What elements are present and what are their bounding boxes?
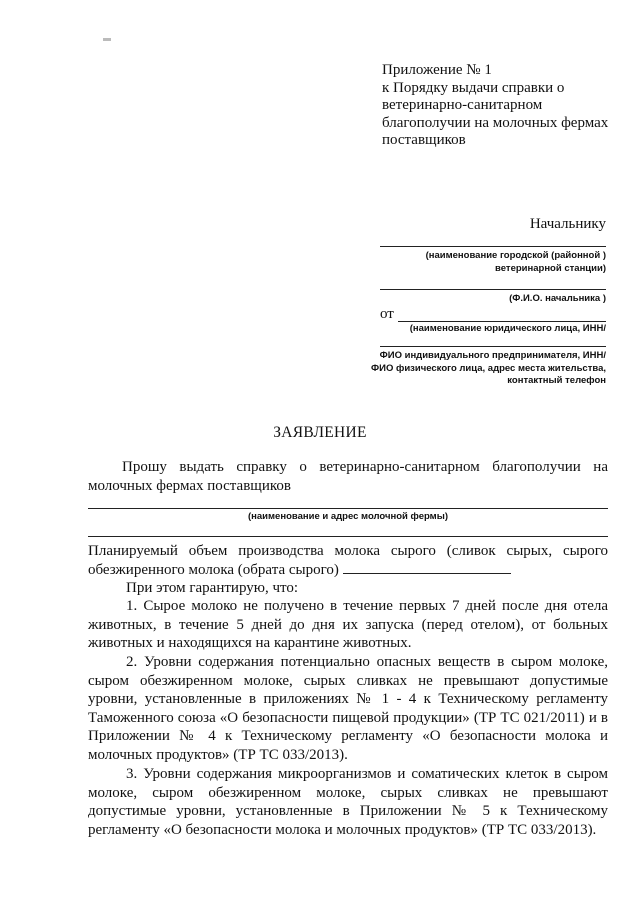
volume-text: Планируемый объем производства молока сырого (сливок сырых, сырого обезжиренного молока (обрата сырого) — [88, 543, 608, 578]
person-note-line-1: ФИО индивидуального предпринимателя, ИНН/ — [379, 350, 606, 361]
farm-note: (наименование и адрес молочной фермы) — [248, 511, 448, 522]
addressee-label: Начальнику — [529, 216, 606, 232]
station-note-line-1: (наименование городской (районной ) — [425, 250, 606, 261]
farm-line — [88, 508, 608, 509]
scan-mark — [103, 38, 111, 41]
station-note — [380, 250, 606, 275]
station-name-line — [380, 246, 606, 247]
person-line — [380, 346, 606, 347]
entity-name-line — [398, 321, 606, 322]
entity-note: (наименование юридического лица, ИНН/ — [409, 323, 606, 334]
appendix-line: к Порядку выдачи справки о — [382, 79, 565, 96]
person-note-line-3: контактный телефон — [507, 375, 606, 386]
document-title: ЗАЯВЛЕНИЕ — [273, 424, 367, 441]
appendix-line: поставщиков — [382, 132, 466, 148]
head-note: (Ф.И.О. начальника ) — [509, 293, 606, 304]
guarantee-intro: При этом гарантирую, что: — [126, 580, 299, 596]
guarantee-item-2: 2. Уровни содержания потенциально опасных веществ в сыром молоке, сыром обезжиренном молоке, сырых сливках не превышают допустимые уровни, установленные в приложениях № 1 - 4 к Техническому регламенту Таможенного союза «О безопасности пищевой продукции» (ТР ТС 021/2011) и в Приложении № 4 к Техническому регламенту «О безопасности молока и молочных продуктов» (ТР ТС 033/2013). — [88, 654, 608, 763]
farm-line-2 — [88, 536, 608, 537]
appendix-line: благополучии на молочных фермах — [382, 114, 609, 131]
volume-fill-line — [343, 561, 511, 574]
head-name-line — [380, 289, 606, 290]
appendix-header — [382, 62, 622, 150]
volume-paragraph — [88, 542, 608, 579]
guarantee-item-1: 1. Сырое молоко не получено в течение первых 7 дней после дня отела животных, в течение 5 дней до дня их запуска (перед отелом), от больных животных и находящихся на карантине животных. — [88, 598, 608, 652]
person-note-line-2: ФИО физического лица, адрес места жительства, — [371, 362, 606, 374]
person-note — [370, 350, 606, 388]
station-note-line-2: ветеринарной станции) — [495, 262, 606, 274]
from-label: от — [380, 306, 394, 322]
appendix-line: ветеринарно-санитарном — [382, 97, 543, 113]
request-paragraph: Прошу выдать справку о ветеринарно-санитарном благополучии на молочных фермах поставщиков — [88, 459, 608, 494]
guarantee-item-3: 3. Уровни содержания микроорганизмов и соматических клеток в сыром молоке, сыром обезжиренном молоке, сырых сливках не превышают допустимые уровни, установленные в Приложении № 5 к Техническому регламенту «О безопасности молока и молочных продуктов» (ТР ТС 033/2013). — [88, 766, 608, 838]
appendix-line: Приложение № 1 — [382, 62, 492, 78]
